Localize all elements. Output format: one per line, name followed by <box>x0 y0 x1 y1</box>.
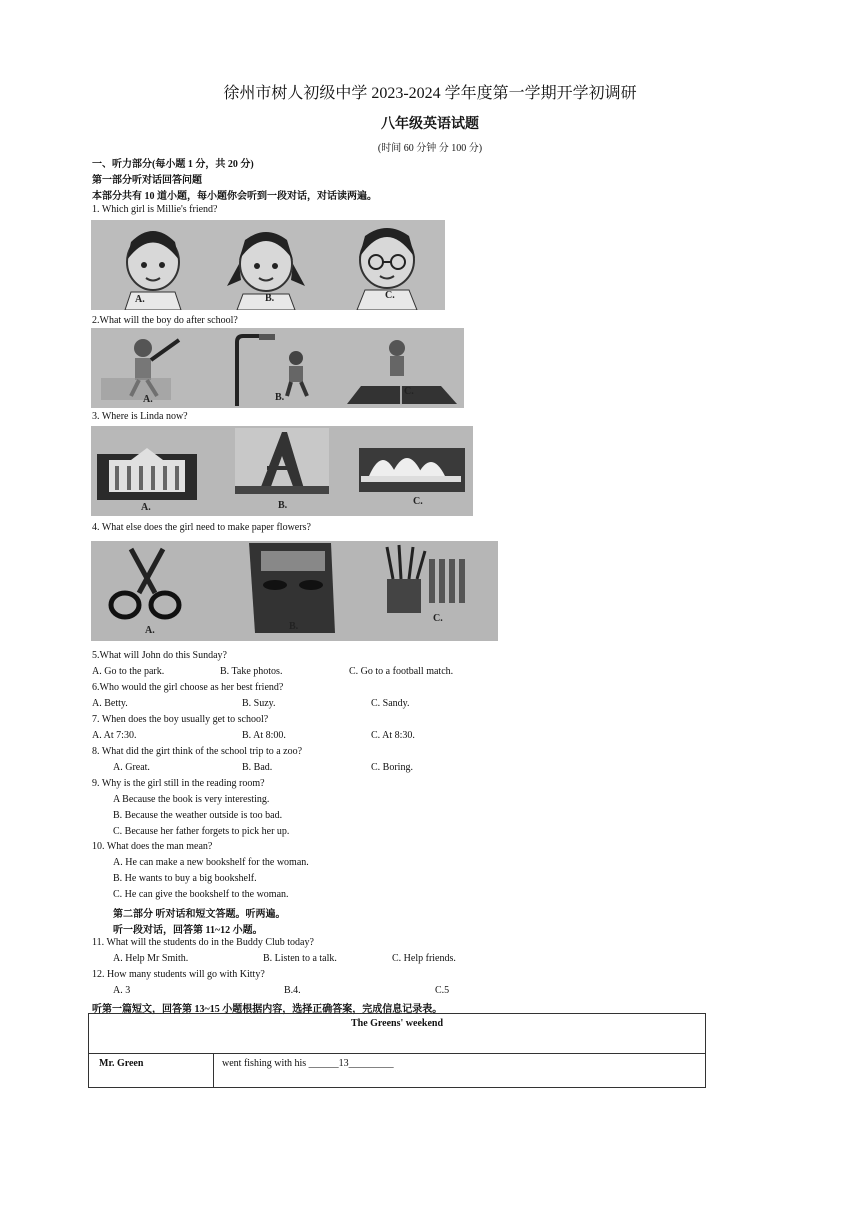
record-row-content: went fishing with his ______13_________ <box>214 1054 706 1088</box>
question-9: 9. Why is the girl still in the reading room? <box>92 778 265 789</box>
q12-option-c: C.5 <box>435 985 450 996</box>
q7-option-b: B. At 8:00. <box>242 730 286 741</box>
passage-note: 听第一篇短文，回答第 13~15 小题根据内容，选择正确答案，完成信息记录表。 <box>92 1004 443 1015</box>
q3-label-a: A. <box>141 502 151 513</box>
question-12: 12. How many students will go with Kitty? <box>92 969 265 980</box>
q11-option-c: C. Help friends. <box>392 953 456 964</box>
record-table-title: The Greens' weekend <box>89 1014 706 1054</box>
q11-option-b: B. Listen to a talk. <box>263 953 337 964</box>
q4-picture-tools <box>91 541 498 641</box>
q8-option-a: A. Great. <box>113 762 150 773</box>
q9-option-a: A Because the book is very interesting. <box>113 794 270 805</box>
q10-option-a: A. He can make a new bookshelf for the woman. <box>113 857 309 868</box>
q9-option-c: C. Because her father forgets to pick her up. <box>113 826 290 837</box>
exam-title: 徐州市树人初级中学 2023-2024 学年度第一学期开学初调研 <box>223 85 637 102</box>
question-10: 10. What does the man mean? <box>92 841 213 852</box>
question-1: 1. Which girl is Millie's friend? <box>92 204 218 215</box>
q10-option-c: C. He can give the bookshelf to the woman. <box>113 889 289 900</box>
question-3: 3. Where is Linda now? <box>92 411 188 422</box>
q3-label-b: B. <box>278 500 288 511</box>
q6-option-b: B. Suzy. <box>242 698 276 709</box>
q6-option-c: C. Sandy. <box>371 698 410 709</box>
q7-option-a: A. At 7:30. <box>92 730 137 741</box>
q5-option-c: C. Go to a football match. <box>349 666 454 677</box>
q4-label-a: A. <box>145 625 155 636</box>
q6-option-a: A. Betty. <box>92 698 128 709</box>
q4-label-c: C. <box>433 613 443 624</box>
q9-option-b: B. Because the weather outside is too bad. <box>113 810 283 821</box>
section1-desc: 本部分共有 10 道小题，每小题你会听到一段对话，对话读两遍。 <box>92 191 377 202</box>
q8-option-c: C. Boring. <box>371 762 413 773</box>
record-row-name: Mr. Green <box>89 1054 214 1088</box>
q11-option-a: A. Help Mr Smith. <box>113 953 189 964</box>
question-5: 5.What will John do this Sunday? <box>92 650 227 661</box>
question-11: 11. What will the students do in the Buddy Club today? <box>92 937 314 948</box>
q10-option-b: B. He wants to buy a big bookshelf. <box>113 873 257 884</box>
question-6: 6.Who would the girl choose as her best friend? <box>92 682 284 693</box>
question-7: 7. When does the boy usually get to school? <box>92 714 269 725</box>
time-note: (时间 60 分钟 分 100 分) <box>377 143 483 154</box>
exam-subtitle: 八年级英语试题 <box>381 117 479 132</box>
q5-option-a: A. Go to the park. <box>92 666 165 677</box>
record-table <box>88 1013 706 1088</box>
q3-label-c: C. <box>413 496 423 507</box>
table-row <box>89 1054 706 1088</box>
part1-heading: 一、听力部分(每小题 1 分，共 20 分) <box>92 159 254 170</box>
q5-option-b: B. Take photos. <box>220 666 283 677</box>
q8-option-b: B. Bad. <box>242 762 273 773</box>
q3-picture-landmarks <box>91 426 473 516</box>
q1-label-a: A. <box>135 294 145 305</box>
q1-picture-girls <box>91 220 445 310</box>
question-8: 8. What did the girt think of the school trip to a zoo? <box>92 746 303 757</box>
q1-label-b: B. <box>265 293 275 304</box>
q2-label-a: A. <box>143 394 153 405</box>
section1-title: 第一部分听对话回答问题 <box>92 175 202 186</box>
q2-picture-activities <box>91 328 464 408</box>
q2-label-b: B. <box>275 392 285 403</box>
question-2: 2.What will the boy do after school? <box>92 315 238 326</box>
q4-label-b: B. <box>289 621 299 632</box>
q2-label-c: C. <box>404 386 414 397</box>
dialog-note: 听一段对话，回答第 11~12 小题。 <box>113 925 263 936</box>
q1-label-c: C. <box>385 290 395 301</box>
section2-title: 第二部分 听对话和短文答题。听两遍。 <box>113 909 286 920</box>
q12-option-b: B.4. <box>284 985 301 996</box>
q12-option-a: A. 3 <box>113 985 131 996</box>
question-4: 4. What else does the girl need to make paper flowers? <box>92 522 311 533</box>
q7-option-c: C. At 8:30. <box>371 730 415 741</box>
